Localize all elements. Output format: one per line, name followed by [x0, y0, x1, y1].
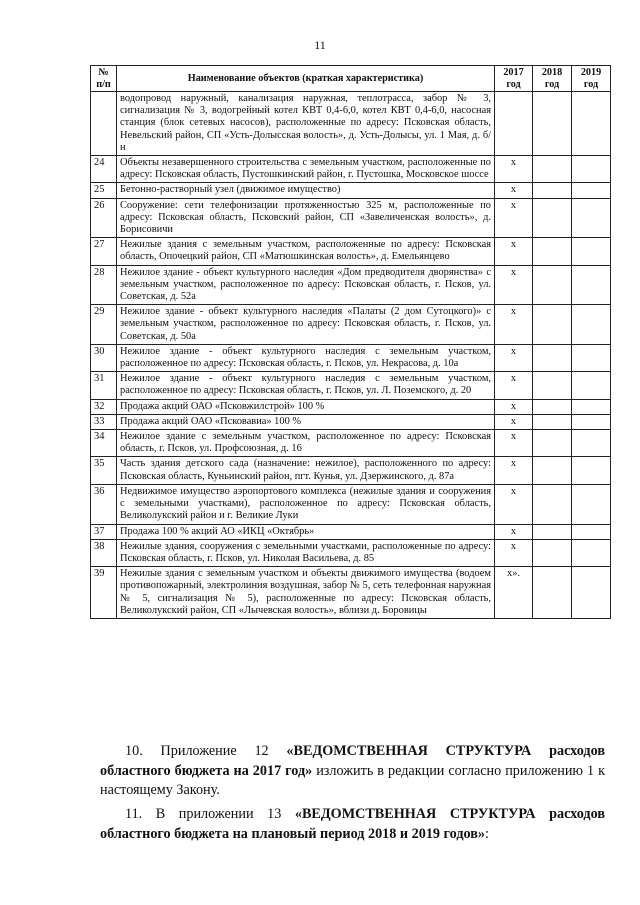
row-mark-2019 — [572, 183, 611, 198]
paragraph-11-bold: «ВЕДОМСТВЕННАЯ СТРУКТУРА расходов областного бюджета на плановый период 2018 и 2019 годов» — [100, 806, 605, 842]
row-mark-2019 — [572, 457, 611, 484]
row-description: Нежилое здание - объект культурного наследия с земельным участком, расположенное по адресу: Псковская область, г. Псков, ул. Некрасова, д. 10а — [117, 344, 495, 371]
row-mark-2018 — [533, 238, 572, 265]
paragraph-11 — [100, 805, 605, 844]
row-mark-2019 — [572, 372, 611, 399]
row-mark-2018 — [533, 198, 572, 238]
header-2018: 2018 год — [533, 66, 572, 92]
row-mark-2019 — [572, 265, 611, 305]
row-mark-2018 — [533, 399, 572, 414]
row-mark-2018 — [533, 265, 572, 305]
table-row — [91, 567, 611, 619]
row-description: Объекты незавершенного строительства с земельным участком, расположенные по адресу: Псковская область, Пустошкинский район, г. Пустошка, Московское шоссе — [117, 156, 495, 183]
row-mark-2017: x — [495, 414, 533, 429]
row-number: 27 — [91, 238, 117, 265]
row-mark-2017: x — [495, 524, 533, 539]
row-mark-2017: x — [495, 156, 533, 183]
paragraph-11-start: 11. В приложении 13 — [125, 806, 295, 822]
table-header-row — [91, 66, 611, 92]
row-description: Нежилое здание - объект культурного наследия «Дом предводителя дворянства» с земельным участком, расположенное по адресу: Псковская область, г. Псков, ул. Советская, д. 52а — [117, 265, 495, 305]
row-mark-2018 — [533, 430, 572, 457]
row-mark-2017: x — [495, 372, 533, 399]
paragraph-10-start: 10. Приложение 12 — [125, 743, 287, 759]
row-mark-2019 — [572, 238, 611, 265]
row-description: Нежилые здания с земельным участком, расположенные по адресу: Псковская область, Опочецкий район, СП «Матюшкинская волость», д. Емельянцево — [117, 238, 495, 265]
row-number — [91, 92, 117, 156]
row-mark-2018 — [533, 92, 572, 156]
row-mark-2018 — [533, 372, 572, 399]
row-description: Бетонно-растворный узел (движимое имущество) — [117, 183, 495, 198]
row-mark-2017: x — [495, 198, 533, 238]
row-mark-2018 — [533, 484, 572, 524]
table-row — [91, 265, 611, 305]
row-mark-2018 — [533, 156, 572, 183]
table-row — [91, 92, 611, 156]
row-number: 30 — [91, 344, 117, 371]
row-number: 24 — [91, 156, 117, 183]
row-number: 28 — [91, 265, 117, 305]
row-mark-2019 — [572, 305, 611, 345]
header-2017: 2017 год — [495, 66, 533, 92]
row-description: Сооружение: сети телефонизации протяженностью 325 м, расположенные по адресу: Псковская область, Псковский район, СП «Завеличенская волость», д. Борисовичи — [117, 198, 495, 238]
row-mark-2017: x — [495, 265, 533, 305]
row-mark-2018 — [533, 414, 572, 429]
paragraph-11-end: : — [485, 825, 489, 842]
row-description: Нежилое здание - объект культурного наследия с земельным участком, расположенное по адресу: Псковская область, г. Псков, ул. Л. Поземского, д. 20 — [117, 372, 495, 399]
row-description: Нежилое здание - объект культурного наследия «Палаты (2 дом Сутоцкого)» с земельным участком, расположенное по адресу: Псковская область, г. Псков, ул. Советская, д. 50а — [117, 305, 495, 345]
row-number: 25 — [91, 183, 117, 198]
row-mark-2018 — [533, 344, 572, 371]
table-row — [91, 344, 611, 371]
table-row — [91, 183, 611, 198]
row-mark-2019 — [572, 567, 611, 619]
row-mark-2017: x — [495, 183, 533, 198]
row-description: Продажа акций ОАО «Псковжилстрой» 100 % — [117, 399, 495, 414]
row-mark-2018 — [533, 567, 572, 619]
page-number: 11 — [314, 38, 326, 52]
row-mark-2017: x — [495, 457, 533, 484]
row-mark-2019 — [572, 539, 611, 566]
row-description: водопровод наружный, канализация наружная, теплотрасса, забор № 3, сигнализация № 3, водогрейный котел КВТ 0,4-6,0, котел КВТ 0,4-6,0, насосная станция (блок сетевых насосов), расположенные по адресу: Псковская область, Невельский район, СП «Усть-Долысская волость», д. Усть-Долысы, ул. 1 Мая, д. б/н — [117, 92, 495, 156]
row-number: 39 — [91, 567, 117, 619]
row-number: 38 — [91, 539, 117, 566]
table-row — [91, 539, 611, 566]
row-number: 34 — [91, 430, 117, 457]
table-row — [91, 414, 611, 429]
row-number: 31 — [91, 372, 117, 399]
table-row — [91, 198, 611, 238]
row-number: 37 — [91, 524, 117, 539]
row-mark-2017: x». — [495, 567, 533, 619]
row-mark-2017: x — [495, 539, 533, 566]
paragraph-10-end: изложить в редакции согласно приложению 1 к настоящему Закону. — [100, 762, 605, 798]
row-mark-2017: x — [495, 238, 533, 265]
row-number: 35 — [91, 457, 117, 484]
row-mark-2017: x — [495, 399, 533, 414]
table-row — [91, 430, 611, 457]
row-mark-2018 — [533, 183, 572, 198]
objects-table — [90, 65, 611, 619]
row-mark-2017: x — [495, 305, 533, 345]
row-mark-2019 — [572, 344, 611, 371]
row-mark-2019 — [572, 524, 611, 539]
table-row — [91, 457, 611, 484]
paragraph-10-bold: «ВЕДОМСТВЕННАЯ СТРУКТУРА расходов областного бюджета на 2017 год» — [100, 743, 605, 779]
table-row — [91, 238, 611, 265]
paragraph-10 — [100, 742, 605, 801]
row-number: 32 — [91, 399, 117, 414]
table-row — [91, 156, 611, 183]
row-mark-2018 — [533, 539, 572, 566]
row-mark-2019 — [572, 156, 611, 183]
row-mark-2018 — [533, 457, 572, 484]
row-description: Недвижимое имущество аэропортового комплекса (нежилые здания и сооружения с земельными участками), расположенное по адресу: Псковская область, Великолукский район и г. Великие Луки — [117, 484, 495, 524]
row-description: Нежилые здания с земельным участком и объекты движимого имущества (водоем противопожарный, электролиния воздушная, забор № 5, сеть телефонная наружная № 5, сигнализация № 5), расположенные по адресу: Псковская область, Великолукский район, СП «Лычевская волость», вблизи д. Боровицы — [117, 567, 495, 619]
row-mark-2017: x — [495, 484, 533, 524]
table-row — [91, 484, 611, 524]
header-num: № п/п — [91, 66, 117, 92]
row-mark-2019 — [572, 198, 611, 238]
table-row — [91, 372, 611, 399]
row-number: 33 — [91, 414, 117, 429]
row-mark-2019 — [572, 414, 611, 429]
row-number: 26 — [91, 198, 117, 238]
row-number: 36 — [91, 484, 117, 524]
table-row — [91, 305, 611, 345]
row-description: Продажа акций ОАО «Псковавиа» 100 % — [117, 414, 495, 429]
row-description: Продажа 100 % акций АО «ИКЦ «Октябрь» — [117, 524, 495, 539]
row-description: Нежилые здания, сооружения с земельными участками, расположенные по адресу: Псковская область, г. Псков, ул. Николая Васильева, д. 85 — [117, 539, 495, 566]
row-mark-2019 — [572, 484, 611, 524]
table-row — [91, 399, 611, 414]
header-name: Наименование объектов (краткая характеристика) — [117, 66, 495, 92]
row-description: Нежилое здание с земельным участком, расположенное по адресу: Псковская область, г. Псков, ул. Профсоюзная, д. 16 — [117, 430, 495, 457]
row-mark-2018 — [533, 305, 572, 345]
table-row — [91, 524, 611, 539]
row-mark-2017: x — [495, 430, 533, 457]
row-mark-2017: x — [495, 344, 533, 371]
row-mark-2018 — [533, 524, 572, 539]
row-mark-2019 — [572, 399, 611, 414]
row-mark-2019 — [572, 92, 611, 156]
row-number: 29 — [91, 305, 117, 345]
row-description: Часть здания детского сада (назначение: нежилое), расположенного по адресу: Псковская область, Куньинский район, пгт. Кунья, ул. Дзержинского, д. 87а — [117, 457, 495, 484]
header-2019: 2019 год — [572, 66, 611, 92]
row-mark-2017 — [495, 92, 533, 156]
row-mark-2019 — [572, 430, 611, 457]
